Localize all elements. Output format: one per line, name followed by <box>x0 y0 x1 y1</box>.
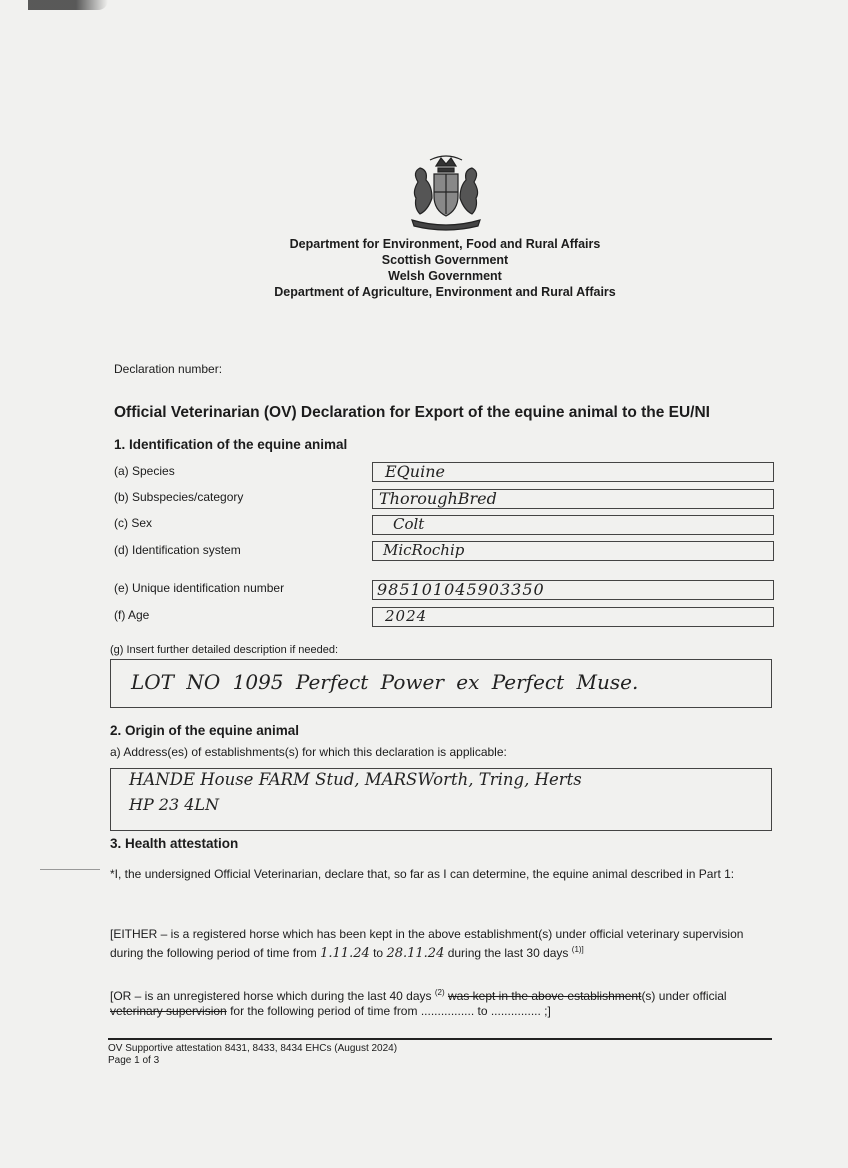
species-value: EQuine <box>385 462 445 481</box>
sex-label: (c) Sex <box>114 516 153 530</box>
age-field[interactable] <box>372 607 774 627</box>
address-field[interactable] <box>110 768 772 831</box>
either-footnote: (1)] <box>571 945 584 954</box>
subspecies-value: ThoroughBred <box>379 489 497 508</box>
section1-title: 1. Identification of the equine animal <box>114 437 348 452</box>
either-text-2: during the last 30 days <box>447 946 569 960</box>
or-text-3: for the following period of time from ................ to ............... ;] <box>230 1004 551 1018</box>
either-from-date: 1.11.24 <box>320 946 370 961</box>
subspecies-label: (b) Subspecies/category <box>114 490 244 504</box>
identification-system-label: (d) Identification system <box>114 543 241 557</box>
attestation-intro: *I, the undersigned Official Veterinarian, declare that, so far as I can determine, the equine animal described in Part 1: <box>110 867 735 881</box>
either-clause <box>110 927 772 961</box>
or-text-1: [OR – is an unregistered horse which during the last 40 days <box>110 989 432 1003</box>
sex-value: Colt <box>393 515 425 533</box>
page-title: Official Veterinarian (OV) Declaration for Export of the equine animal to the EU/NI <box>114 404 710 421</box>
age-value: 2024 <box>385 607 428 625</box>
or-clause <box>110 985 772 1019</box>
margin-dotted-line <box>40 869 100 870</box>
subspecies-field[interactable] <box>372 489 774 509</box>
identification-system-field[interactable] <box>372 541 774 561</box>
section2-title: 2. Origin of the equine animal <box>110 723 300 738</box>
identification-system-value: MicRochip <box>383 541 465 559</box>
age-label: (f) Age <box>114 608 150 622</box>
footer-rule <box>108 1038 772 1040</box>
scan-edge-mark <box>28 0 108 10</box>
footer-reference: OV Supportive attestation 8431, 8433, 8434 EHCs (August 2024) <box>108 1043 398 1054</box>
species-field[interactable] <box>372 462 774 482</box>
address-line-2: HP 23 4LN <box>129 795 220 814</box>
department-line: Welsh Government <box>388 269 502 283</box>
address-line-1: HANDE House FARM Stud, MARSWorth, Tring, Herts <box>129 770 582 789</box>
declaration-number-label: Declaration number: <box>114 362 223 376</box>
or-footnote: (2) <box>434 988 445 997</box>
page-number: Page 1 of 3 <box>108 1055 160 1066</box>
unique-id-value: 985101045903350 <box>377 580 545 599</box>
either-text-1: [EITHER – is a registered horse which has been kept in the above establishment(s) under official veterinary supervision during the following period of time from <box>110 927 744 960</box>
department-line: Department for Environment, Food and Rural Affairs <box>289 237 601 251</box>
either-to-date: 28.11.24 <box>386 946 445 961</box>
unique-id-label: (e) Unique identification number <box>114 581 285 595</box>
unique-id-field[interactable] <box>372 580 774 600</box>
section3-title: 3. Health attestation <box>110 836 239 851</box>
or-text-2: (s) under official <box>641 989 727 1003</box>
sex-field[interactable] <box>372 515 774 535</box>
or-struck-text: was kept in the above establishment <box>447 989 642 1003</box>
issuing-departments <box>240 236 650 300</box>
description-label: (g) Insert further detailed description if needed: <box>110 644 339 656</box>
department-line: Scottish Government <box>381 253 509 267</box>
description-field[interactable] <box>110 660 772 708</box>
species-label: (a) Species <box>114 464 175 478</box>
either-to-word: to <box>373 946 384 960</box>
footer <box>108 1043 397 1067</box>
description-value: LOT NO 1095 Perfect Power ex Perfect Muse. <box>131 670 639 694</box>
department-line: Department of Agriculture, Environment and Rural Affairs <box>274 285 616 299</box>
royal-coat-of-arms-icon <box>398 152 494 232</box>
address-label: a) Address(es) of establishments(s) for which this declaration is applicable: <box>110 745 507 759</box>
or-struck-text-2: veterinary supervision <box>110 1004 227 1018</box>
